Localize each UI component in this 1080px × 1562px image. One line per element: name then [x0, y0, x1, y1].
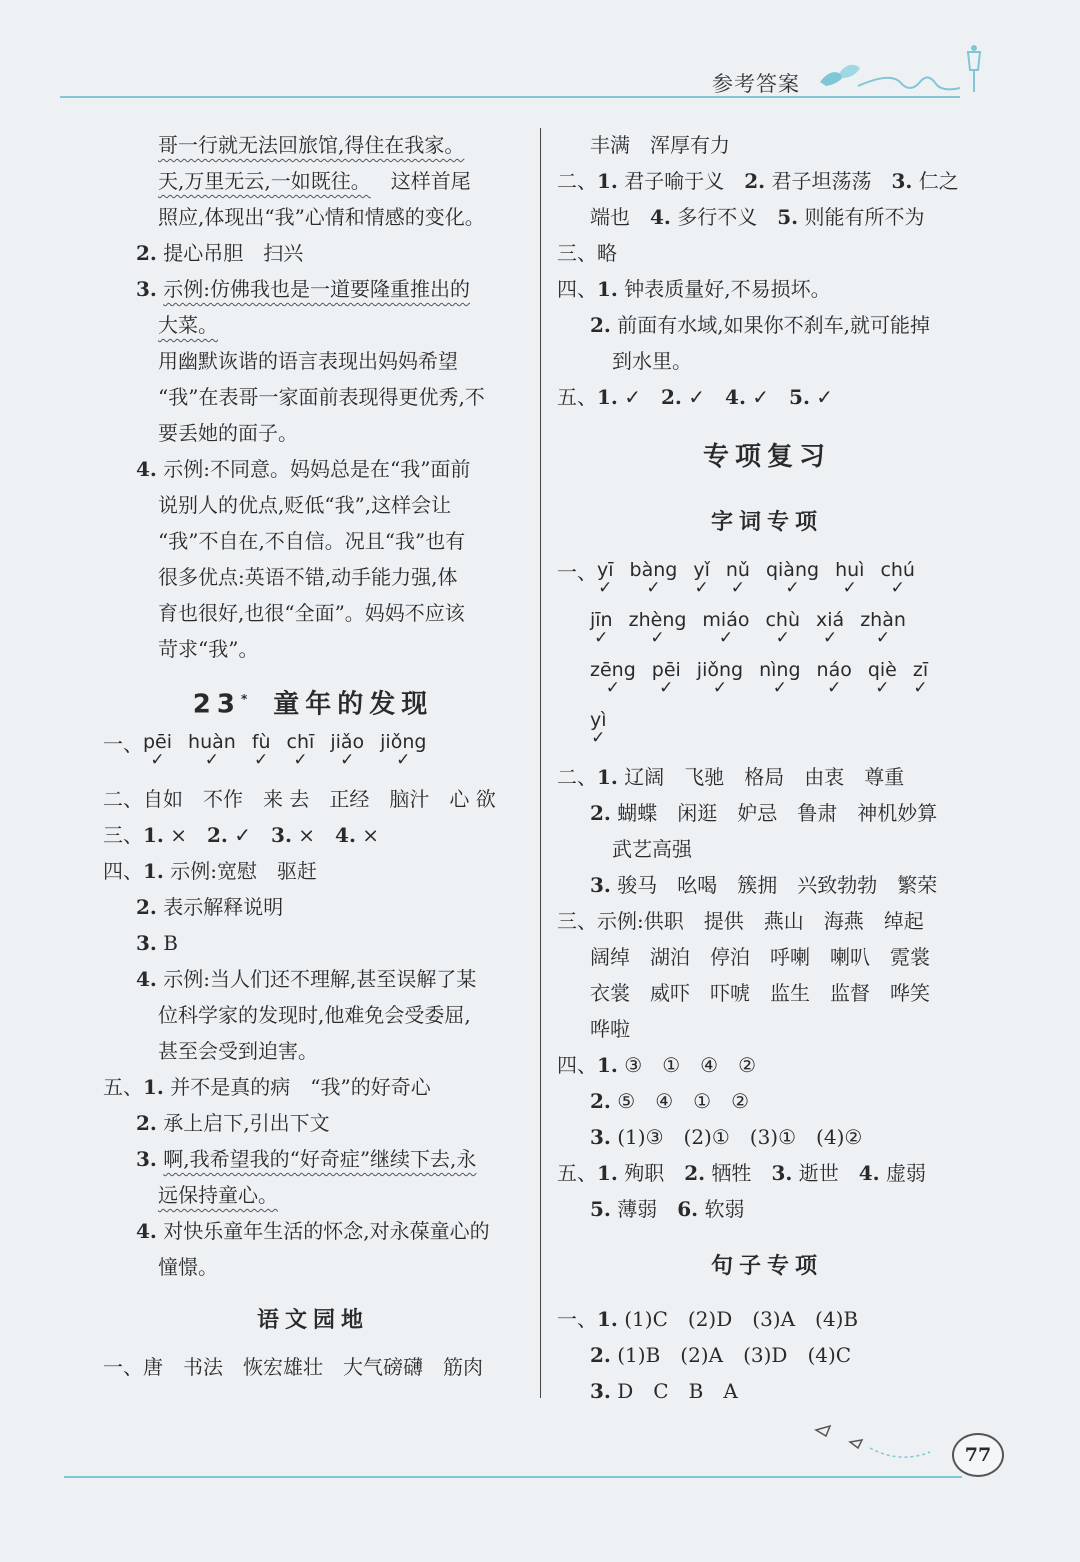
pinyin-item: xiá ✓: [816, 609, 845, 648]
answer-line: 苛求“我”。: [158, 637, 259, 661]
answer-line: 育也很好,也很“全面”。妈妈不应该: [158, 601, 465, 625]
answer-line: 照应,体现出“我”心情和情感的变化。: [158, 205, 485, 229]
header-title: 参考答案: [712, 72, 800, 96]
pinyin-item: huàn ✓: [188, 731, 236, 770]
pinyin-item: pēi ✓: [651, 659, 681, 698]
answer-line: 阔绰 湖泊 停泊 呼喇 喇叭 霓裳: [590, 945, 930, 969]
answer-line: 到水里。: [612, 349, 692, 373]
answer-line: 3. (1)③ (2)① (3)① (4)②: [590, 1125, 863, 1149]
pinyin-item: zī ✓: [912, 659, 929, 698]
answer-line: 2. 表示解释说明: [136, 895, 284, 919]
pinyin-answers: [557, 609, 977, 659]
answer-line: 五、1. 并不是真的病 “我”的好奇心: [103, 1075, 431, 1099]
pinyin-item: qiàng ✓: [765, 559, 820, 598]
pinyin-item: chù ✓: [765, 609, 801, 648]
pinyin-item: náo ✓: [816, 659, 852, 698]
answer-line: 四、1. ③ ① ④ ②: [557, 1053, 756, 1077]
pinyin-answers: [557, 709, 977, 759]
answer-line: 3. D C B A: [590, 1379, 738, 1403]
pinyin-answers: [557, 659, 977, 709]
answer-line: 三、略: [557, 241, 617, 265]
answer-line: 用幽默诙谐的语言表现出妈妈希望: [158, 349, 458, 373]
answer-line: 四、1. 钟表质量好,不易损坏。: [557, 277, 831, 301]
answer-line: 一、1. (1)C (2)D (3)A (4)B: [557, 1307, 859, 1331]
pinyin-item: jiǒng ✓: [380, 731, 427, 770]
answer-line: “我”不自在,不自信。况且“我”也有: [158, 529, 466, 553]
answer-line: 天,万里无云,一如既往。 这样首尾: [158, 169, 471, 193]
answer-line: 2. (1)B (2)A (3)D (4)C: [590, 1343, 852, 1367]
pinyin-answers: 一、 pēi ✓ huàn ✓ fù ✓ chī ✓ jiǎo ✓ jiǒng ✓: [103, 731, 427, 770]
pinyin-answers: 一、 yī ✓ bàng ✓ yǐ ✓ nǔ ✓ qiàng ✓ huì ✓ chú ✓: [557, 559, 915, 598]
pinyin-item: jiǒng ✓: [696, 659, 744, 698]
answer-line: 2. ⑤ ④ ① ②: [590, 1089, 749, 1113]
answer-line: 大菜。: [158, 313, 218, 337]
answer-line: 很多优点:英语不错,动手能力强,体: [158, 565, 458, 589]
words-heading: 字词专项: [710, 510, 823, 535]
pinyin-item: jiǎo ✓: [330, 731, 365, 770]
answer-line: 位科学家的发现时,他难免会受委屈,: [158, 1003, 471, 1027]
pinyin-item: zēng ✓: [590, 659, 636, 698]
answer-line: 3. B: [136, 931, 178, 955]
right-column: [557, 127, 977, 1409]
answer-line: 衣裳 威吓 吓唬 监生 监督 哗笑: [590, 981, 930, 1005]
answer-line: 远保持童心。: [158, 1183, 278, 1207]
answer-line: 端也 4. 多行不义 5. 则能有所不为: [590, 205, 925, 229]
answer-line: 2. 蝴蝶 闲逛 妒忌 鲁肃 神机妙算: [590, 801, 938, 825]
answer-line: 3. 啊,我希望我的“好奇症”继续下去,永: [136, 1147, 477, 1171]
pinyin-item: zhèng ✓: [628, 609, 687, 648]
butterfly-lamp-decoration-icon: [810, 42, 990, 102]
answer-line: 说别人的优点,贬低“我”,这样会让: [158, 493, 452, 517]
answer-line: 2. 承上启下,引出下文: [136, 1111, 330, 1135]
pinyin-item: qiè ✓: [867, 659, 897, 698]
pinyin-item: nìng ✓: [759, 659, 801, 698]
answer-line: 哥一行就无法回旅馆,得住在我家。: [158, 133, 465, 157]
answer-line: 憧憬。: [158, 1255, 218, 1279]
answer-line: 2. 提心吊胆 扫兴: [136, 241, 304, 265]
bird-decoration-icon: [810, 1412, 950, 1462]
section-heading: 语文园地: [256, 1308, 369, 1333]
footer-rule: [64, 1476, 962, 1478]
answer-line: 二、自如 不作 来 去 正经 脑汁 心 欲: [103, 787, 496, 811]
answer-line: 丰满 浑厚有力: [590, 133, 730, 157]
answer-line: 要丢她的面子。: [158, 421, 298, 445]
left-column: [103, 127, 523, 1385]
pinyin-item: bàng ✓: [629, 559, 678, 598]
answer-line: 五、1. ✓ 2. ✓ 4. ✓ 5. ✓: [557, 385, 834, 409]
answer-line: 2. 前面有水域,如果你不刹车,就可能掉: [590, 313, 930, 337]
answer-line: 武艺高强: [612, 837, 692, 861]
answer-line: 五、1. 殉职 2. 牺牲 3. 逝世 4. 虚弱: [557, 1161, 926, 1185]
answer-line: 甚至会受到迫害。: [158, 1039, 318, 1063]
column-divider: [540, 128, 541, 1398]
answer-line: 4. 对快乐童年生活的怀念,对永葆童心的: [136, 1219, 490, 1243]
pinyin-item: chú ✓: [880, 559, 915, 598]
answer-line: “我”在表哥一家面前表现得更优秀,不: [158, 385, 485, 409]
answer-line: 5. 薄弱 6. 软弱: [590, 1197, 745, 1221]
sentence-heading: 句子专项: [710, 1254, 823, 1279]
header-rule: [60, 96, 960, 98]
pinyin-item: pēi ✓: [143, 731, 173, 770]
answer-line: 四、1. 示例:宽慰 驱赶: [103, 859, 317, 883]
pinyin-item: huì ✓: [835, 559, 865, 598]
answer-line: 三、示例:供职 提供 燕山 海燕 绰起: [557, 909, 924, 933]
answer-line: 4. 示例:当人们还不理解,甚至误解了某: [136, 967, 477, 991]
review-heading: 专项复习: [702, 442, 831, 472]
answer-line: 4. 示例:不同意。妈妈总是在“我”面前: [136, 457, 471, 481]
page-number: 77: [952, 1433, 1004, 1477]
answer-line: 一、唐 书法 恢宏雄壮 大气磅礴 筋肉: [103, 1355, 483, 1379]
pinyin-item: jīn ✓: [590, 609, 613, 648]
pinyin-item: yì ✓: [590, 709, 607, 748]
lesson-heading: 23* 童年的发现: [192, 689, 434, 720]
answer-line: 三、1. × 2. ✓ 3. × 4. ×: [103, 823, 380, 847]
pinyin-item: yī ✓: [597, 559, 614, 598]
answer-line: 3. 骏马 吆喝 簇拥 兴致勃勃 繁荣: [590, 873, 938, 897]
answer-line: 哗啦: [590, 1017, 630, 1041]
answer-line: 二、1. 君子喻于义 2. 君子坦荡荡 3. 仁之: [557, 169, 959, 193]
pinyin-item: yǐ ✓: [693, 559, 710, 598]
pinyin-item: miáo ✓: [702, 609, 750, 648]
pinyin-item: chī ✓: [286, 731, 315, 770]
pinyin-item: fù ✓: [251, 731, 271, 770]
pinyin-item: nǔ ✓: [725, 559, 750, 598]
answer-line: 3. 示例:仿佛我也是一道要隆重推出的: [136, 277, 470, 301]
answer-line: 二、1. 辽阔 飞驰 格局 由衷 尊重: [557, 765, 905, 789]
pinyin-item: zhàn ✓: [860, 609, 906, 648]
